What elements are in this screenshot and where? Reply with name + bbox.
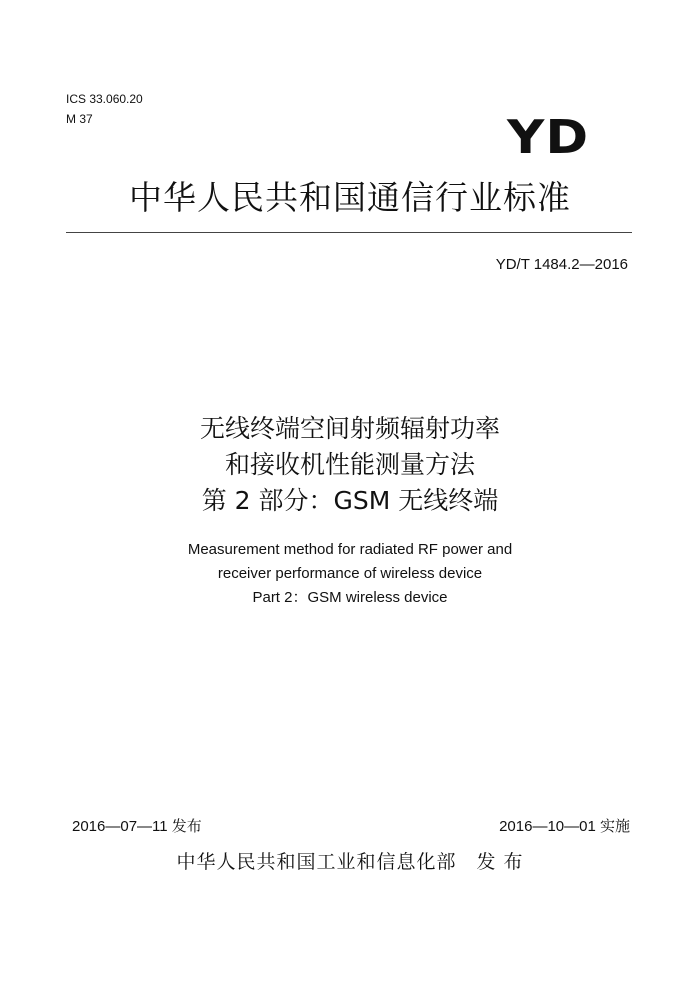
yd-logo: YD <box>507 110 590 164</box>
english-title-line-2: receiver performance of wireless device <box>217 565 483 582</box>
english-title-line-1: Measurement method for radiated RF power and <box>187 541 513 558</box>
english-title-line-3: Part 2：GSM wireless device <box>252 589 448 606</box>
ics-code: ICS 33.060.20 <box>66 92 143 106</box>
header-divider <box>66 232 632 233</box>
standard-number: YD/T 1484.2—2016 <box>495 256 628 273</box>
issue-date: 2016—07—11 发布 <box>72 818 202 835</box>
standard-category-title: 中华人民共和国通信行业标准 <box>129 178 571 217</box>
classification-code: M 37 <box>66 112 93 126</box>
chinese-title-line-1: 无线终端空间射频辐射功率 <box>199 414 500 443</box>
chinese-title-line-3: 第 2 部分：GSM 无线终端 <box>201 486 499 515</box>
issuing-authority: 中华人民共和国工业和信息化部 发 布 <box>176 851 524 873</box>
implementation-date: 2016—10—01 实施 <box>499 818 630 835</box>
chinese-title-line-2: 和接收机性能测量方法 <box>224 450 475 479</box>
